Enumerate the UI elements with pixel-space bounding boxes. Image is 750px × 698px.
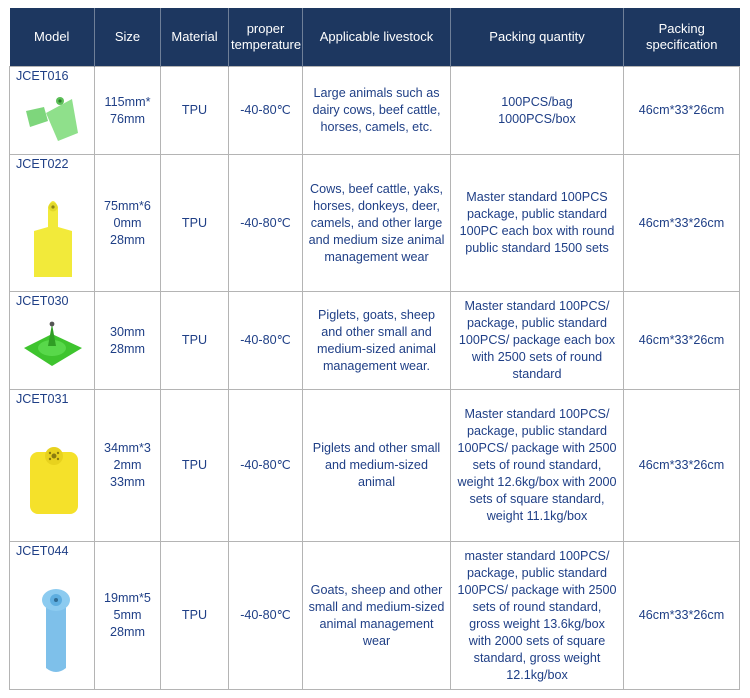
model-code: JCET031 <box>16 392 69 406</box>
ear-tag-image <box>30 193 76 283</box>
ear-tag-image <box>20 87 84 149</box>
model-code: JCET016 <box>16 69 69 83</box>
size-cell: 34mm*3 2mm 33mm <box>95 390 161 542</box>
size-cell: 30mm 28mm <box>95 292 161 390</box>
table-row <box>10 155 740 292</box>
livestock-cell: Piglets, goats, sheep and other small and medium-sized animal management wear. <box>303 292 451 390</box>
model-cell <box>10 542 95 690</box>
ear-tag-image <box>24 440 82 518</box>
temperature-cell: -40-80℃ <box>229 292 303 390</box>
header-livestock: Applicable livestock <box>303 8 451 67</box>
material-cell: TPU <box>161 292 229 390</box>
header-model: Model <box>10 8 95 67</box>
material-cell: TPU <box>161 390 229 542</box>
model-code: JCET030 <box>16 294 69 308</box>
packing-spec-cell: 46cm*33*26cm <box>624 390 740 542</box>
model-code: JCET022 <box>16 157 69 171</box>
size-cell: 115mm* 76mm <box>95 67 161 155</box>
model-cell <box>10 155 95 292</box>
model-cell <box>10 292 95 390</box>
packing-spec-cell: 46cm*33*26cm <box>624 155 740 292</box>
table-row <box>10 390 740 542</box>
livestock-cell: Goats, sheep and other small and medium-sized animal management wear <box>303 542 451 690</box>
size-cell: 75mm*6 0mm 28mm <box>95 155 161 292</box>
packing-quantity-cell: master standard 100PCS/ package, public standard 100PCS/ package with 2500 sets of round standard, gross weight 13.6kg/box with 2000 sets of square standard, gross weight 12.1kg/box <box>451 542 624 690</box>
packing-quantity-cell: Master standard 100PCS package, public standard 100PC each box with round public standard 1500 sets <box>451 155 624 292</box>
material-cell: TPU <box>161 155 229 292</box>
temperature-cell: -40-80℃ <box>229 67 303 155</box>
temperature-cell: -40-80℃ <box>229 390 303 542</box>
product-spec-table <box>9 8 740 690</box>
model-cell <box>10 67 95 155</box>
ear-tag-image <box>36 586 76 678</box>
model-cell <box>10 390 95 542</box>
livestock-cell: Piglets and other small and medium-sized animal <box>303 390 451 542</box>
model-code: JCET044 <box>16 544 69 558</box>
header-row <box>10 8 740 67</box>
size-cell: 19mm*5 5mm 28mm <box>95 542 161 690</box>
temperature-cell: -40-80℃ <box>229 542 303 690</box>
packing-quantity-cell: Master standard 100PCS/ package, public standard 100PCS/ package each box with 2500 sets of round standard <box>451 292 624 390</box>
livestock-cell: Cows, beef cattle, yaks, horses, donkeys, deer, camels, and other large and medium size animal management wear <box>303 155 451 292</box>
temperature-cell: -40-80℃ <box>229 155 303 292</box>
table-row <box>10 542 740 690</box>
header-packing-quantity: Packing quantity <box>451 8 624 67</box>
packing-spec-cell: 46cm*33*26cm <box>624 292 740 390</box>
packing-quantity-cell: Master standard 100PCS/ package, public standard 100PCS/ package with 2500 sets of round standard, weight 12.6kg/box with 2000 sets of square standard, weight 11.1kg/box <box>451 390 624 542</box>
material-cell: TPU <box>161 542 229 690</box>
ear-tag-image <box>18 318 88 374</box>
header-material: Material <box>161 8 229 67</box>
header-size: Size <box>95 8 161 67</box>
header-packing-spec: Packing specification <box>624 8 740 67</box>
header-temperature: proper temperature <box>229 8 303 67</box>
packing-quantity-cell: 100PCS/bag 1000PCS/box <box>451 67 624 155</box>
packing-spec-cell: 46cm*33*26cm <box>624 542 740 690</box>
material-cell: TPU <box>161 67 229 155</box>
table-row <box>10 292 740 390</box>
livestock-cell: Large animals such as dairy cows, beef cattle, horses, camels, etc. <box>303 67 451 155</box>
table-row <box>10 67 740 155</box>
packing-spec-cell: 46cm*33*26cm <box>624 67 740 155</box>
